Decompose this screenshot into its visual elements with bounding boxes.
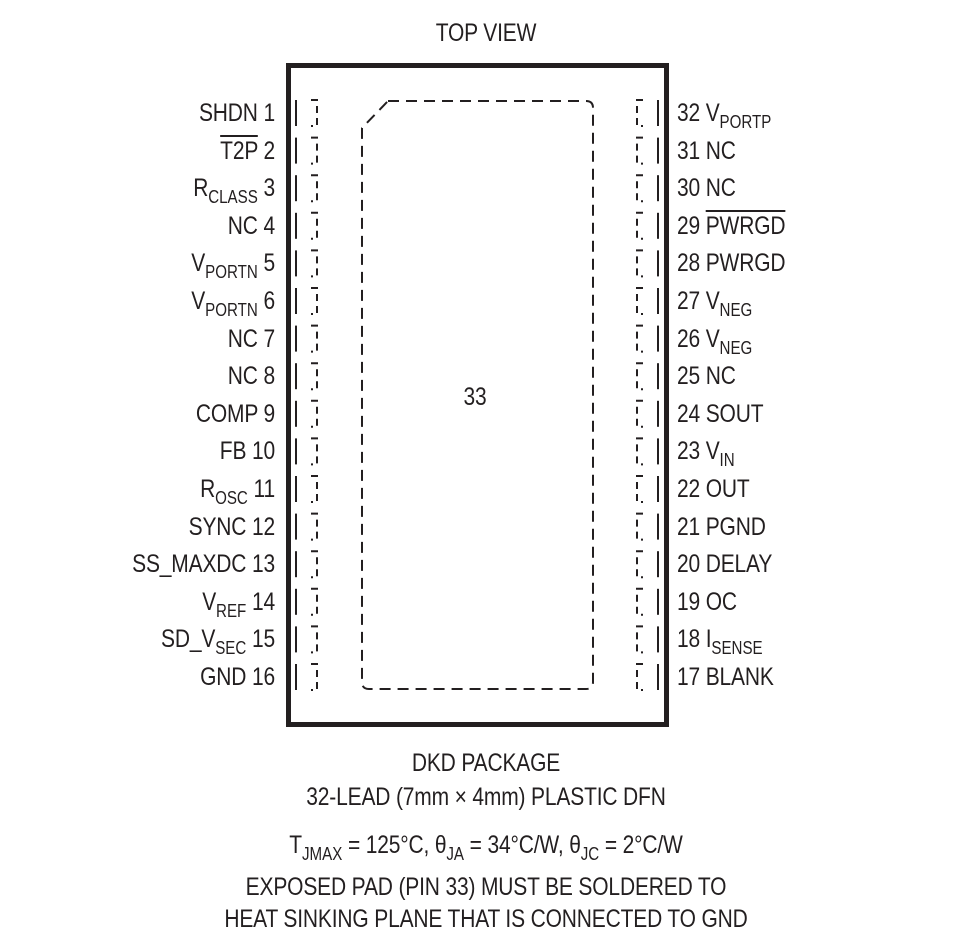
pin-11-subscript: OSC [215, 488, 248, 508]
right-pin-19-label [677, 587, 929, 617]
left-pin-9-label [23, 399, 275, 429]
pin-32-subscript: PORTP [719, 112, 772, 132]
pin-25-number: 25 [677, 362, 701, 391]
theta-ja-subscript: JA [446, 844, 465, 864]
pin-17-number: 17 [677, 663, 701, 691]
pin-1-number: 1 [263, 99, 275, 127]
pin-32-number: 32 [677, 99, 701, 127]
pin-28-number: 28 [677, 249, 701, 278]
pin-12-name: SYNC [188, 512, 247, 541]
right-pad-24 [637, 401, 643, 427]
right-pad-26 [637, 326, 643, 352]
left-pin-16-label [23, 662, 275, 692]
pin-31-number: 31 [677, 136, 701, 165]
left-pad-7 [311, 326, 317, 352]
pin-3-number: 3 [263, 174, 275, 203]
right-pad-31 [637, 138, 643, 164]
right-pad-28 [637, 250, 643, 276]
right-pin-21-label [677, 512, 929, 542]
pin-23-name: V [705, 437, 720, 466]
pin-19-name: OC [705, 587, 737, 616]
theta-ja-value: = 34°C/W, [464, 831, 570, 859]
pin-18-subscript: SENSE [711, 638, 763, 659]
pin-22-number: 22 [677, 475, 701, 503]
right-pad-20 [637, 551, 643, 577]
pin-9-name: COMP [195, 399, 258, 428]
pin-8-name: NC [227, 362, 258, 391]
pin-24-name: SOUT [705, 399, 764, 428]
left-pad-2 [311, 138, 317, 164]
pin-10-number: 10 [251, 437, 275, 466]
pin-27-name: V [705, 287, 720, 315]
right-pad-30 [637, 175, 643, 201]
pin-12-number: 12 [251, 512, 275, 541]
left-pad-6 [311, 288, 317, 314]
right-pin-25-label [677, 361, 929, 391]
left-pad-1 [311, 100, 317, 126]
left-pin-12-label [23, 512, 275, 542]
right-pad-18 [637, 626, 643, 652]
pin-19-number: 19 [677, 587, 701, 616]
right-pad-22 [637, 476, 643, 502]
pin-4-number: 4 [263, 211, 275, 240]
left-pin-7-label [23, 324, 275, 354]
pin-23-subscript: IN [719, 450, 735, 471]
pin-2-number: 2 [263, 136, 275, 165]
pin-3-name: R [193, 174, 209, 203]
right-pad-19 [637, 589, 643, 615]
pin-14-subscript: REF [216, 600, 247, 621]
tjmax-subscript: JMAX [301, 844, 343, 864]
left-pad-5 [311, 250, 317, 276]
pin-15-number: 15 [251, 625, 275, 654]
right-pad-21 [637, 514, 643, 540]
right-pin-29-label [677, 211, 929, 241]
pin-3-subscript: CLASS [208, 187, 258, 208]
pin-9-number: 9 [263, 399, 275, 428]
right-pin-20-label [677, 549, 929, 579]
pin-2-name: T2P [220, 136, 258, 165]
left-pad-16 [311, 664, 317, 690]
left-pad-4 [311, 213, 317, 239]
left-pad-8 [311, 363, 317, 389]
pin-18-name: I [705, 625, 712, 654]
right-pin-26-label [677, 324, 929, 356]
tjmax-value: = 125°C, [342, 831, 435, 859]
left-pin-10-label [23, 436, 275, 466]
left-pin-pads [296, 100, 317, 690]
pin-22-name: OUT [705, 475, 750, 503]
pin-7-number: 7 [263, 324, 275, 353]
right-pad-17 [637, 664, 643, 690]
right-pad-32 [637, 100, 643, 126]
pin-17-name: BLANK [705, 663, 774, 691]
top-view-title: TOP VIEW [435, 19, 537, 47]
pin-30-number: 30 [677, 174, 701, 203]
pin-14-number: 14 [251, 587, 275, 616]
right-pad-29 [637, 213, 643, 239]
tjmax-symbol: T [289, 831, 302, 859]
pin-20-number: 20 [677, 550, 701, 579]
pin-6-subscript: PORTN [205, 300, 258, 320]
pin-20-name: DELAY [705, 550, 773, 579]
pin-15-name: SD_V [161, 625, 216, 654]
left-pad-3 [311, 175, 317, 201]
left-pin-2-label [23, 136, 275, 166]
right-pin-pads [637, 100, 658, 690]
left-pad-10 [311, 438, 317, 464]
pin-27-subscript: NEG [719, 300, 753, 320]
pin-7-name: NC [227, 324, 258, 353]
pin-1-name: SHDN [198, 99, 258, 127]
pin-13-number: 13 [251, 550, 275, 579]
left-pin-15-label [23, 624, 275, 659]
right-pin-32-label [677, 98, 929, 130]
package-description: 32-LEAD (7mm × 4mm) PLASTIC DFN [306, 783, 666, 811]
pin-24-number: 24 [677, 399, 701, 428]
pin-13-name: SS_MAXDC [132, 550, 247, 579]
right-pin-28-label [677, 248, 929, 278]
pin-4-name: NC [227, 211, 258, 240]
pin-10-name: FB [219, 437, 247, 466]
right-pin-18-label [677, 624, 929, 659]
pin-26-name: V [705, 324, 720, 353]
left-pin-11-label [23, 474, 275, 506]
right-pin-24-label [677, 399, 929, 429]
right-pin-23-label [677, 436, 929, 471]
pin-14-name: V [202, 587, 217, 616]
left-pin-14-label [23, 587, 275, 619]
pin-8-number: 8 [263, 362, 275, 391]
left-pad-12 [311, 514, 317, 540]
right-pin-27-label [677, 286, 929, 318]
pin-11-number: 11 [253, 475, 275, 503]
right-pin-30-label [677, 173, 929, 203]
left-pin-4-label [23, 211, 275, 241]
left-pad-9 [311, 401, 317, 427]
pin-21-number: 21 [677, 512, 701, 541]
pin-26-number: 26 [677, 324, 701, 353]
left-pin-6-label [23, 286, 275, 318]
left-pad-11 [311, 476, 317, 502]
right-pad-27 [637, 288, 643, 314]
left-pin-1-label [23, 98, 275, 128]
right-pin-22-label [677, 474, 929, 504]
right-pad-25 [637, 363, 643, 389]
pin-21-name: PGND [705, 512, 766, 541]
theta-jc-subscript: JC [580, 844, 600, 864]
theta-jc-value: = 2°C/W [599, 831, 683, 859]
left-pad-14 [311, 589, 317, 615]
pin-28-name: PWRGD [705, 249, 786, 278]
right-pad-23 [637, 438, 643, 464]
pin-5-number: 5 [263, 249, 275, 278]
pin-15-subscript: SEC [215, 638, 247, 659]
exposed-pad-label: 33 [463, 383, 487, 411]
package-name: DKD PACKAGE [411, 749, 561, 777]
exposed-pad-note-line2: HEAT SINKING PLANE THAT IS CONNECTED TO GND [224, 905, 748, 933]
pin-6-number: 6 [263, 287, 275, 315]
pin-11-name: R [200, 475, 216, 503]
pin-18-number: 18 [677, 625, 701, 654]
pin-29-number: 29 [677, 211, 701, 240]
pin-25-name: NC [705, 362, 736, 391]
theta-jc-symbol: θ [569, 831, 581, 859]
pin-5-name: V [191, 249, 206, 278]
pin-29-name: PWRGD [705, 211, 786, 240]
pin-6-name: V [191, 287, 206, 315]
pin-31-name: NC [705, 136, 736, 165]
left-pin-8-label [23, 361, 275, 391]
pin-30-name: NC [705, 174, 736, 203]
pin-32-name: V [705, 99, 720, 127]
left-pad-13 [311, 551, 317, 577]
right-pin-17-label [677, 662, 929, 692]
pin-16-name: GND [200, 663, 247, 691]
pin-26-subscript: NEG [719, 337, 753, 358]
left-pin-5-label [23, 248, 275, 283]
pin-5-subscript: PORTN [205, 262, 258, 283]
pin-27-number: 27 [677, 287, 701, 315]
pin-16-number: 16 [251, 663, 275, 691]
right-pin-31-label [677, 136, 929, 166]
theta-ja-symbol: θ [434, 831, 447, 859]
exposed-pad-note-line1: EXPOSED PAD (PIN 33) MUST BE SOLDERED TO [245, 873, 727, 901]
pin-23-number: 23 [677, 437, 701, 466]
left-pad-15 [311, 626, 317, 652]
left-pin-13-label [23, 549, 275, 579]
left-pin-3-label [23, 173, 275, 208]
thermal-specs [78, 830, 894, 862]
